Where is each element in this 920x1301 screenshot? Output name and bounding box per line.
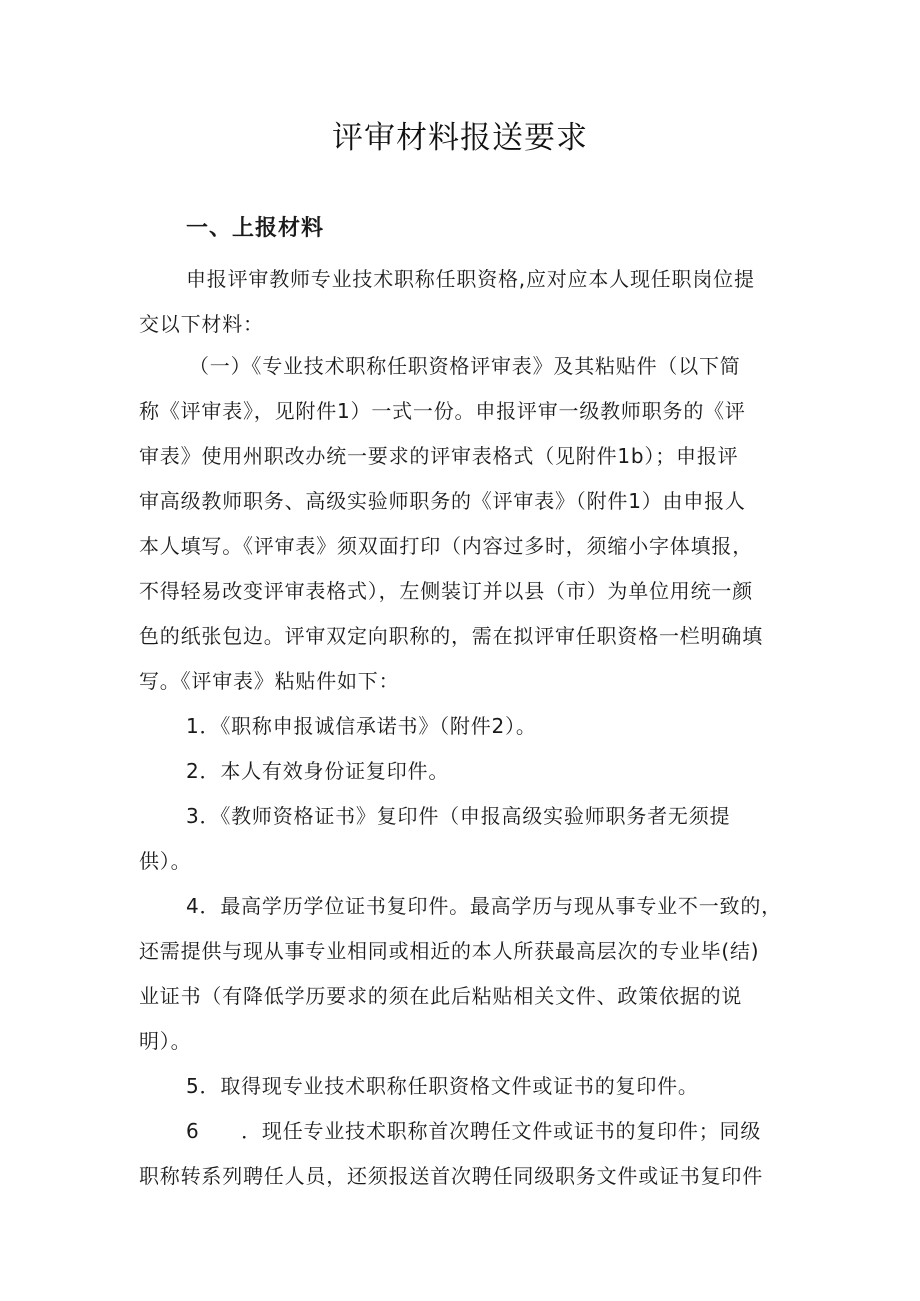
paragraph-line: 写。《评审表》粘贴件如下： — [139, 669, 400, 693]
paragraph-line: 本人填写。《评审表》须双面打印（内容过多时，须缩小字体填报， — [139, 534, 753, 558]
paragraph-line: 审表》使用州职改办统一要求的评审表格式（见附件1b）；申报评 — [139, 444, 739, 468]
paragraph-line: 审高级教师职务、高级实验师职务的《评审表》（附件1）由申报人 — [139, 489, 746, 513]
paragraph-line: 供）。 — [139, 849, 192, 873]
paragraph-line: （一）《专业技术职称任职资格评审表》及其粘贴件（以下简 — [189, 354, 741, 378]
list-item: 4．最高学历学位证书复印件。最高学历与现从事专业不一致的， — [186, 894, 782, 918]
paragraph-line: 申报评审教师专业技术职称任职资格,应对应本人现任职岗位提 — [186, 267, 755, 291]
list-item: 1．《职称申报诚信承诺书》（附件2）。 — [186, 714, 537, 738]
list-item: 5．取得现专业技术职称任职资格文件或证书的复印件。 — [186, 1074, 699, 1098]
list-item: 6 ．现任专业技术职称首次聘任文件或证书的复印件；同级 — [186, 1119, 762, 1143]
paragraph-line: 明）。 — [139, 1029, 192, 1053]
list-item: 3．《教师资格证书》复印件（申报高级实验师职务者无须提 — [186, 804, 731, 828]
paragraph-line: 交以下材料： — [139, 312, 264, 336]
document-title: 评审材料报送要求 — [332, 120, 588, 156]
paragraph-line: 业证书（有降低学历要求的须在此后粘贴相关文件、政策依据的说 — [139, 984, 743, 1008]
paragraph-line: 职称转系列聘任人员，还须报送首次聘任同级职务文件或证书复印件 — [139, 1164, 763, 1188]
list-item: 2．本人有效身份证复印件。 — [186, 759, 450, 783]
paragraph-line: 色的纸张包边。评审双定向职称的，需在拟评审任职资格一栏明确填 — [139, 624, 763, 648]
paragraph-line: 称《评审表》，见附件1）一式一份。申报评审一级教师职务的《评 — [139, 399, 746, 423]
section-heading: 一、上报材料 — [186, 216, 325, 241]
paragraph-line: 还需提供与现从事专业相同或相近的本人所获最高层次的专业毕(结) — [139, 939, 760, 963]
paragraph-line: 不得轻易改变评审表格式），左侧装订并以县（市）为单位用统一颜 — [139, 579, 753, 603]
